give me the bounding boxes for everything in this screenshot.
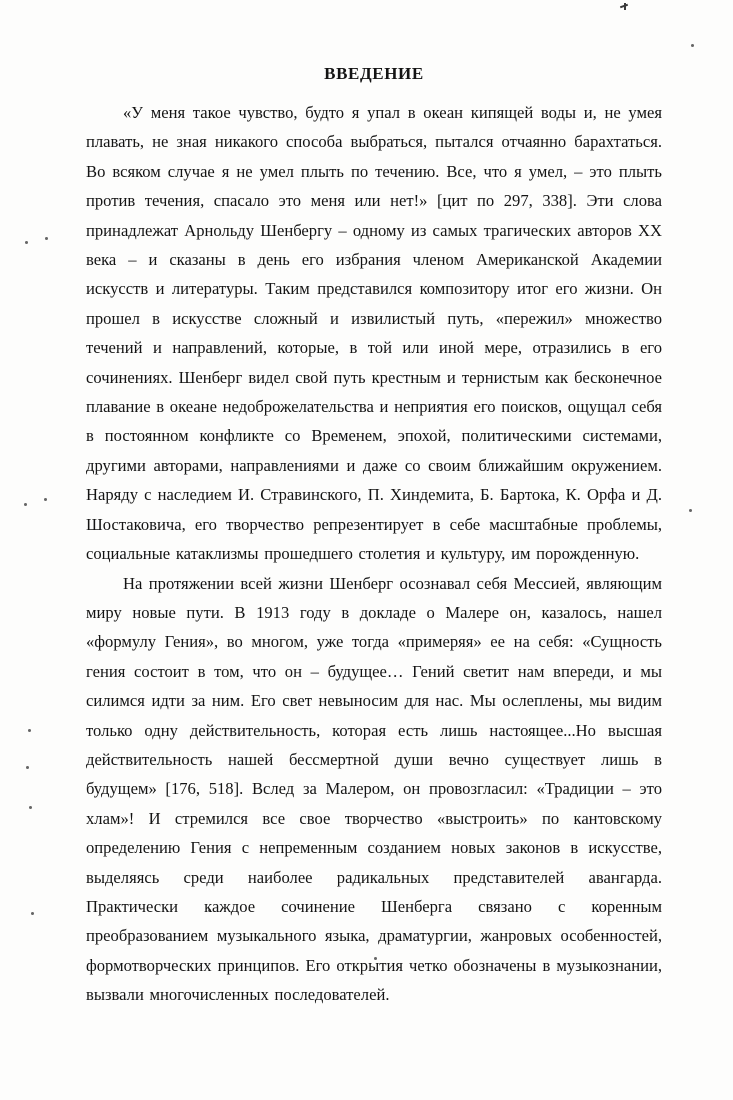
text-block <box>86 64 662 1010</box>
scan-speck <box>45 237 48 240</box>
scan-speck <box>689 509 692 512</box>
scan-speck <box>26 766 29 769</box>
scan-artifact <box>624 3 626 10</box>
paragraph-2: На протяжении всей жизни Шенберг осознавал себя Мессией, являющим миру новые пути. В 1913 году в докладе о Малере он, казалось, нашел «формулу Гения», во многом, уже тогда «примеряя» ее на себя: «Сущность гения состоит в том, что он – будущее… Гений светит нам впереди, и мы силимся идти за ним. Его свет невыносим для нас. Мы ослеплены, мы видим только одну действительность, которая есть лишь настоящее...Но высшая действительность нашей бессмертной души вечно существует лишь в будущем» [176, 518]. Вслед за Малером, он провозгласил: «Традиции – это хлам»! И стремился все свое творчество «выстроить» по кантовскому определению Гения с непременным созданием новых законов в искусстве, выделяясь среди наиболее радикальных представителей авангарда. Практически каждое сочинение Шенберга связано с коренным преобразованием музыкального языка, драматургии, жанровых особенностей, формотворческих принципов. Его открытия четко обозначены в музыкознании, вызвали многочисленных последователей. <box>86 573 662 1005</box>
scan-speck <box>44 498 47 501</box>
scan-speck <box>28 729 31 732</box>
scan-speck <box>691 44 694 47</box>
scan-speck <box>31 912 34 915</box>
paragraph-1: «У меня такое чувство, будто я упал в океан кипящей воды и, не умея плавать, не зная никакого способа выбраться, пытался отчаянно барахтаться. Во всяком случае я не умел плыть по течению. Все, что я умел, – это плыть против течения, спасало это меня или нет!» [цит по 297, 338]. Эти слова принадлежат Арнольду Шенбергу – одному из самых трагических авторов XX века – и сказаны в день его избрания членом Американской Академии искусств и литературы. Таким представился композитору итог его жизни. Он прошел в искусстве сложный и извилистый путь, «пережил» множество течений и направлений, которые, в той или иной мере, отразились в его сочинениях. Шенберг видел свой путь крестным и тернистым как бесконечное плавание в океане недоброжелательства и неприятия его поисков, ощущал себя в постоянном конфликте со Временем, эпохой, политическими системами, другими авторами, направлениями и даже со своим ближайшим окружением. Наряду с наследием И. Стравинского, П. Хиндемита, Б. Бартока, К. Орфа и Д. Шостаковича, его творчество репрезентирует в себе масштабные проблемы, социальные катаклизмы прошедшего столетия и культуру, им порожденную. <box>86 103 662 564</box>
scan-speck <box>24 503 27 506</box>
scan-speck <box>25 241 28 244</box>
scan-speck <box>29 806 32 809</box>
page-title: ВВЕДЕНИЕ <box>324 64 424 83</box>
